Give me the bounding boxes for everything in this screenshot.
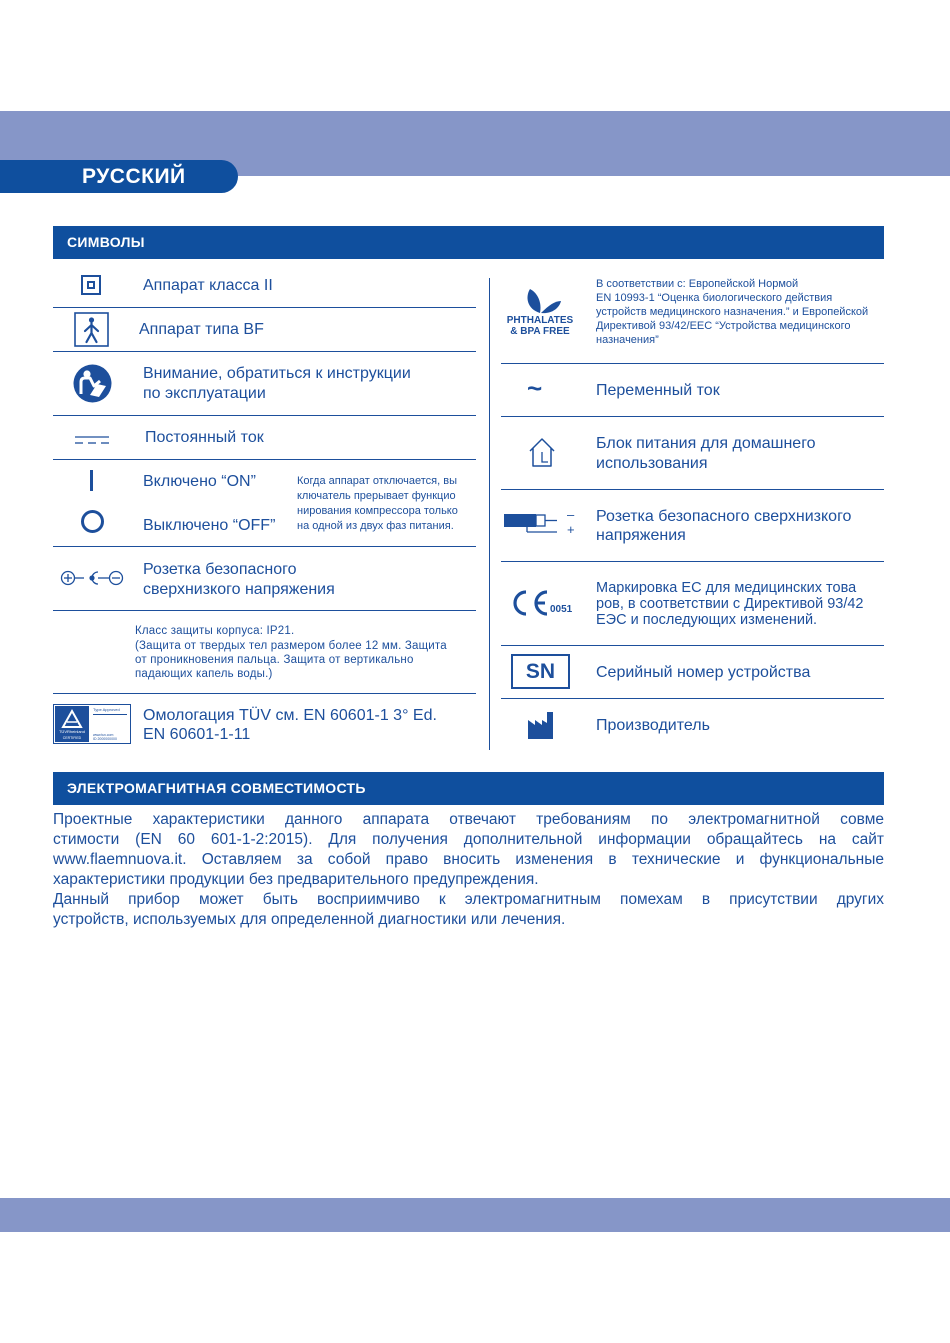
socket-label-line1: Розетка безопасного xyxy=(143,561,297,578)
type-bf-label: Аппарат типа BF xyxy=(139,321,264,338)
serial-number-label: Серийный номер устройства xyxy=(596,664,811,681)
power-off-icon xyxy=(81,510,104,533)
column-divider xyxy=(489,278,490,750)
phthalates-text-line5: назначения” xyxy=(596,334,659,346)
ac-current-label: Переменный ток xyxy=(596,382,720,399)
ip-rating-line4: падающих капель воды.) xyxy=(135,668,273,680)
dc-current-icon xyxy=(75,432,109,442)
ce-label-line1: Маркировка ЕС для медицинских това xyxy=(596,580,857,596)
ce-label-line2: ров, в соответствии с Директивой 93/42 xyxy=(596,596,864,612)
emc-section-title: ЭЛЕКТРОМАГНИТНАЯ СОВМЕСТИМОСТЬ xyxy=(53,772,884,805)
divider xyxy=(501,489,884,490)
power-on-icon xyxy=(90,470,93,491)
divider xyxy=(501,561,884,562)
divider xyxy=(53,351,476,352)
dc-current-label: Постоянный ток xyxy=(145,429,264,446)
home-use-label-line1: Блок питания для домашнего xyxy=(596,435,816,452)
switch-note-line1: Когда аппарат отключается, вы xyxy=(297,475,457,487)
footer-band xyxy=(0,1198,950,1232)
class-ii-icon xyxy=(81,275,101,295)
language-tab: РУССКИЙ xyxy=(0,160,238,193)
switch-note-line2: ключатель прерывает функцио xyxy=(297,490,456,502)
divider xyxy=(53,307,476,308)
type-bf-icon xyxy=(74,312,109,347)
phthalates-text-line3: устройств медицинского назначения.” и Европейской xyxy=(596,306,869,318)
ce-label-line3: ЕЭС и последующих изменений. xyxy=(596,612,818,628)
divider xyxy=(501,645,884,646)
tuv-label-line1: Омологация TÜV см. EN 60601-1 3° Ed. xyxy=(143,707,437,724)
tuv-certification-icon: TÜVRheinland CERTIFIED Type Approved www.tuv.com ID 2000000000 xyxy=(53,704,131,744)
divider xyxy=(53,610,476,611)
instructions-label-line1: Внимание, обратиться к инструкции xyxy=(143,365,411,382)
tuv-label-line2: EN 60601-1-11 xyxy=(143,726,251,743)
on-label: Включено “ON” xyxy=(143,473,256,490)
plug-socket-label-line1: Розетка безопасного сверхнизкого xyxy=(596,508,852,525)
read-instructions-icon xyxy=(73,364,112,403)
emc-paragraph-1: Проектные характеристики данного аппарата отвечают требованиям по электромагнитной совме стимости (EN 60 601-1-2:2015). Для получения дополнительной информации обращайтесь на сайт www.flaemnuova.it. Оставляем за собой право вносить изменения в технические и функциональные характеристики продукции без предварительного предупреждения. xyxy=(53,811,884,888)
home-use-label-line2: использования xyxy=(596,455,708,472)
symbols-section-title: СИМВОЛЫ xyxy=(53,226,884,259)
phthalates-text-line4: Директивой 93/42/EEC “Устройства медицинского xyxy=(596,320,851,332)
switch-note-line3: нирования компрессора только xyxy=(297,505,458,517)
phthalates-text-line1: В соответствии с: Европейской Нормой xyxy=(596,278,799,290)
plug-socket-label-line2: напряжения xyxy=(596,527,686,544)
emc-paragraph-2: Данный прибор может быть восприимчиво к электромагнитным помехам в присутствии других устройств, используемых для определенной диагностики или лечения. xyxy=(53,891,884,928)
off-label: Выключено “OFF” xyxy=(143,517,276,534)
divider xyxy=(501,698,884,699)
divider xyxy=(501,363,884,364)
serial-number-icon: SN xyxy=(511,654,570,689)
divider xyxy=(501,416,884,417)
ce-mark-icon xyxy=(509,589,549,617)
polarity-icon xyxy=(60,570,124,586)
dc-plug-icon xyxy=(503,510,558,538)
ip-rating-line1: Класс защиты корпуса: IP21. xyxy=(135,625,295,637)
divider xyxy=(53,415,476,416)
home-use-icon xyxy=(527,436,557,469)
divider xyxy=(53,546,476,547)
socket-label-line2: сверхнизкого напряжения xyxy=(143,581,335,598)
divider xyxy=(53,693,476,694)
notified-body-number: 0051 xyxy=(550,604,573,615)
manufacturer-label: Производитель xyxy=(596,717,710,734)
ac-current-icon: ~ xyxy=(527,373,543,403)
class-ii-label: Аппарат класса II xyxy=(143,277,273,294)
divider xyxy=(53,459,476,460)
switch-note-line4: на одной из двух фаз питания. xyxy=(297,520,454,532)
ip-rating-line3: от проникновения пальца. Защита от вертикально xyxy=(135,654,414,666)
instructions-label-line2: по эксплуатации xyxy=(143,385,266,402)
phthalates-text-line2: EN 10993-1 “Оценка биологического действия xyxy=(596,292,833,304)
phthalates-free-icon: PHTHALATES & BPA FREE xyxy=(505,283,575,339)
manufacturer-icon xyxy=(527,711,554,740)
minus-sign: – xyxy=(567,507,575,522)
plus-sign: + xyxy=(567,522,575,537)
ip-rating-line2: (Защита от твердых тел размером более 12 мм. Защита xyxy=(135,640,447,652)
